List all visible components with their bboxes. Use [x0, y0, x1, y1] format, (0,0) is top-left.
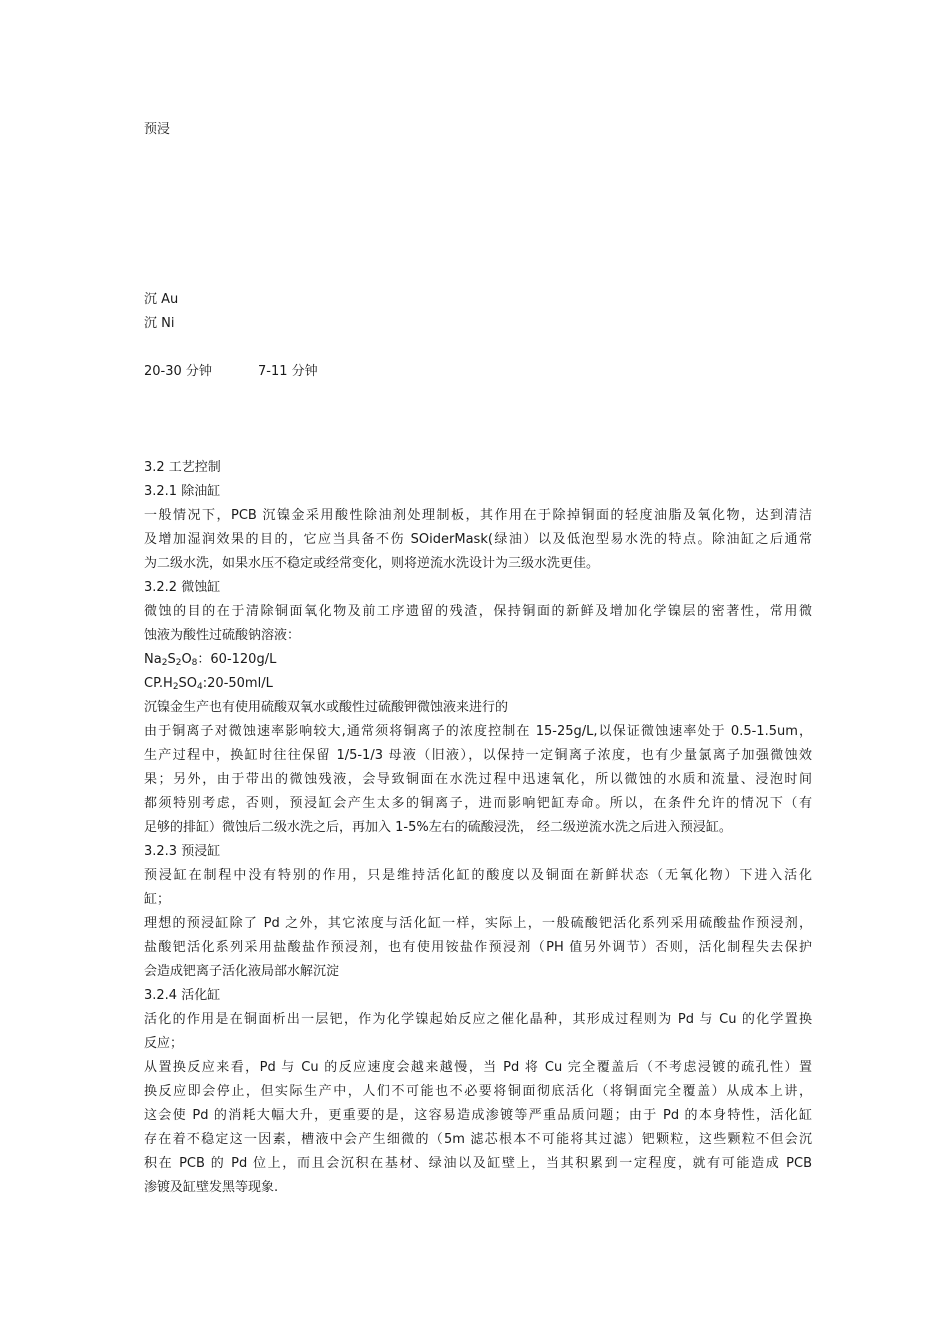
paragraph-line: 从置换反应来看，Pd 与 Cu 的反应速度会越来越慢，当 Pd 将 Cu 完全覆盖后（不考虑浸镀的疏孔性）置: [144, 1060, 812, 1075]
paragraph-line: 果；另外，由于带出的微蚀残液，会导致铜面在水洗过程中迅速氧化，所以微蚀的水质和流量、浸泡时间: [144, 772, 812, 787]
paragraph-line: 缸；: [144, 892, 171, 907]
subsection-heading-3-2-1: 3.2.1 除油缸: [144, 484, 221, 499]
paragraph-line: 换反应即会停止，但实际生产中，人们不可能也不必要将铜面彻底活化（将铜面完全覆盖）从成本上讲，: [144, 1084, 812, 1099]
flow-label-deposit-au: 沉 Au: [144, 292, 179, 307]
paragraph-line: 沉镍金生产也有使用硫酸双氧水或酸性过硫酸钾微蚀液来进行的: [144, 700, 509, 715]
paragraph-line: 都须特别考虑，否则，预浸缸会产生太多的铜离子，进而影响钯缸寿命。所以，在条件允许的情况下（有: [144, 796, 812, 811]
paragraph-line: 预浸缸在制程中没有特别的作用，只是维持活化缸的酸度以及铜面在新鲜状态（无氧化物）下进入活化: [144, 868, 812, 883]
paragraph-line: 为二级水洗，如果水压不稳定或经常变化，则将逆流水洗设计为三级水洗更佳。: [144, 556, 600, 571]
paragraph-line: 及增加湿润效果的目的，它应当具备不伤 SOiderMask(绿油）以及低泡型易水洗的特点。除油缸之后通常: [144, 532, 812, 547]
subsection-heading-3-2-4: 3.2.4 活化缸: [144, 988, 221, 1003]
paragraph-line: 这会使 Pd 的消耗大幅大升，更重要的是，这容易造成渗镀等严重品质问题；由于 Pd 的本身特性，活化缸: [144, 1108, 812, 1123]
paragraph-line: 反应；: [144, 1036, 184, 1051]
section-3-2: [144, 456, 812, 1200]
flow-time-ni: 20-30 分钟: [144, 364, 212, 379]
section-heading: 3.2 工艺控制: [144, 460, 221, 475]
paragraph-line: 蚀液为酸性过硫酸钠溶液：: [144, 628, 301, 643]
paragraph-line: 积在 PCB 的 Pd 位上，而且会沉积在基材、绿油以及缸壁上，当其积累到一定程度，就有可能造成 PCB: [144, 1156, 812, 1171]
flow-label-deposit-ni: 沉 Ni: [144, 316, 175, 331]
paragraph-line: 会造成钯离子活化液局部水解沉淀: [144, 964, 340, 979]
subsection-heading-3-2-2: 3.2.2 微蚀缸: [144, 580, 221, 595]
paragraph-line: 活化的作用是在铜面析出一层钯，作为化学镍起始反应之催化晶种，其形成过程则为 Pd 与 Cu 的化学置换: [144, 1012, 812, 1027]
formula-sulfuric-acid: $CP.H_2SO_4:20-50ml/L$: [144, 676, 273, 692]
paragraph-line: 由于铜离子对微蚀速率影响较大,通常须将铜离子的浓度控制在 15-25g/L,以保证微蚀速率处于 0.5-1.5um，: [144, 724, 812, 739]
paragraph-line: 微蚀的目的在于清除铜面氧化物及前工序遗留的残渣，保持铜面的新鲜及增加化学镍层的密著性，常用微: [144, 604, 812, 619]
paragraph-line: 理想的预浸缸除了 Pd 之外，其它浓度与活化缸一样，实际上，一般硫酸钯活化系列采用硫酸盐作预浸剂，: [144, 916, 812, 931]
paragraph-line: 盐酸钯活化系列采用盐酸盐作预浸剂，也有使用铵盐作预浸剂（PH 值另外调节）否则，活化制程失去保护: [144, 940, 812, 955]
flow-label-pre-dip: 预浸: [144, 122, 171, 137]
paragraph-line: 生产过程中，换缸时往往保留 1/5-1/3 母液（旧液），以保持一定铜离子浓度，也有少量氯离子加强微蚀效: [144, 748, 812, 763]
flow-time-au: 7-11 分钟: [258, 364, 318, 379]
paragraph-line: 足够的排缸）微蚀后二级水洗之后，再加入 1-5%左右的硫酸浸洗， 经二级逆流水洗之后进入预浸缸。: [144, 820, 732, 835]
paragraph-line: 存在着不稳定这一因素，槽液中会产生细微的（5m 滤芯根本不可能将其过滤）钯颗粒，这些颗粒不但会沉: [144, 1132, 812, 1147]
paragraph-line: 渗镀及缸壁发黑等现象.: [144, 1180, 279, 1195]
paragraph-line: 一般情况下，PCB 沉镍金采用酸性除油剂处理制板，其作用在于除掉铜面的轻度油脂及氧化物，达到清洁: [144, 508, 812, 523]
subsection-heading-3-2-3: 3.2.3 预浸缸: [144, 844, 221, 859]
formula-sodium-persulfate: $Na_2S_2O_8$：60-120g/L: [144, 652, 277, 668]
